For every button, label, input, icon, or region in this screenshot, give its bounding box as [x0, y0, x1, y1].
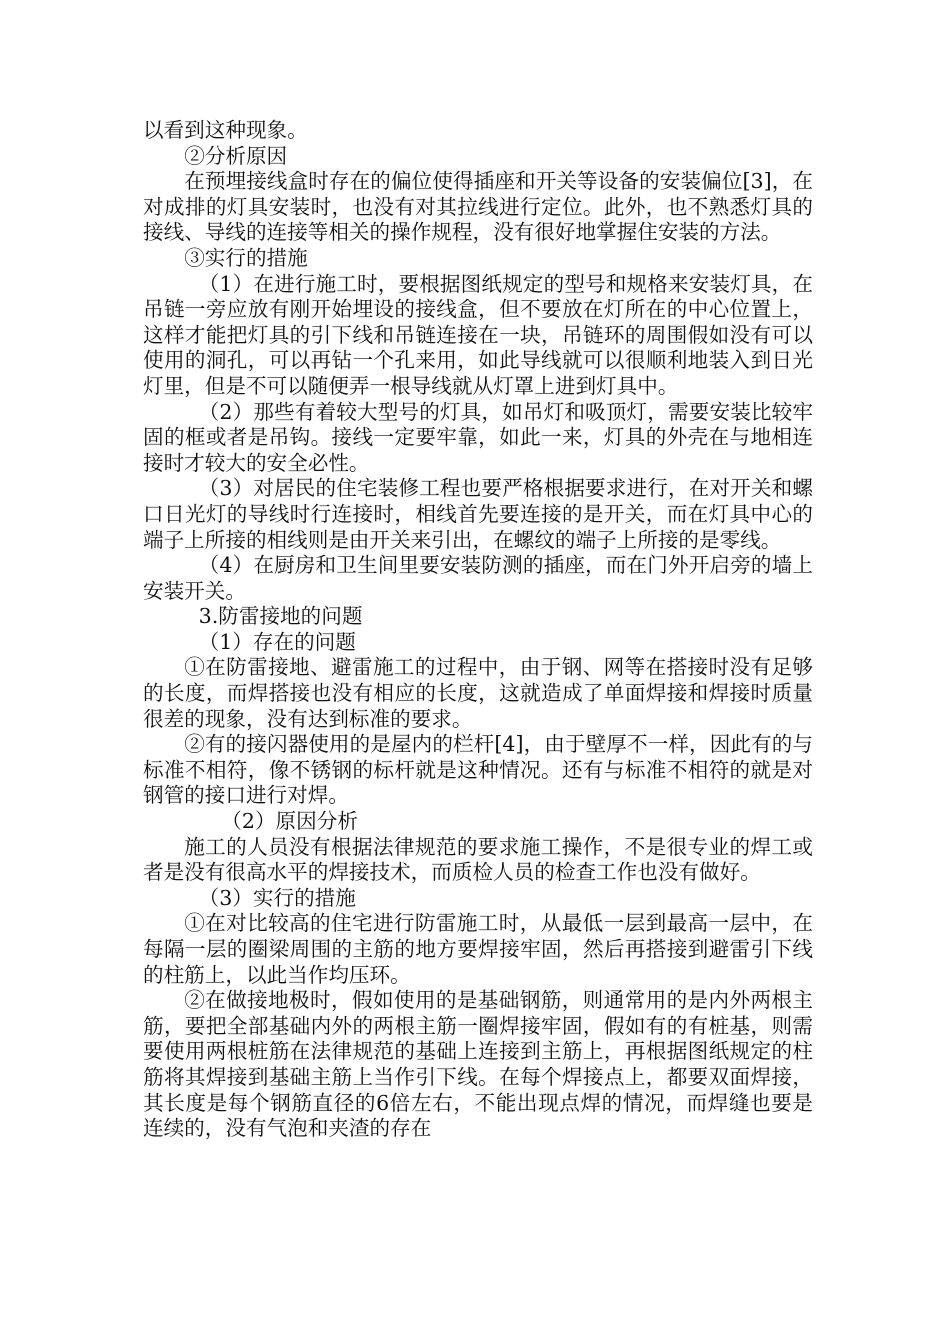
subsection-heading: （3）实行的措施 [198, 885, 356, 910]
paragraph: 在预埋接线盒时存在的偏位使得插座和开关等设备的安装偏位[3]，在对成排的灯具安装时，也没有对其拉线进行定位。此外，也不熟悉灯具的接线、导线的连接等相关的操作规程，没有很好地掌握住安装的方法。 [143, 169, 813, 245]
paragraph: （3）对居民的住宅装修工程也要严格根据要求进行，在对开关和螺口日光灯的导线时行连接时，相线首先要连接的是开关，而在灯具中心的端子上所接的相线则是由开关来引出，在螺纹的端子上所接的是零线。 [143, 476, 813, 552]
paragraph: ①在防雷接地、避雷施工的过程中，由于钢、网等在搭接时没有足够的长度，而焊搭接也没有相应的长度，这就造成了单面焊接和焊接时质量很差的现象，没有达到标准的要求。 [143, 655, 813, 731]
paragraph: ①在对比较高的住宅进行防雷施工时，从最低一层到最高一层中，在每隔一层的圈梁周围的主筋的地方要焊接牢固，然后再搭接到避雷引下线的柱筋上，以此当作均压环。 [143, 911, 813, 987]
paragraph: ②有的接闪器使用的是屋内的栏杆[4]，由于壁厚不一样，因此有的与标准不相符，像不锈钢的标杆就是这种情况。还有与标准不相符的就是对钢管的接口进行对焊。 [143, 732, 813, 808]
paragraph: （2）那些有着较大型号的灯具，如吊灯和吸顶灯，需要安装比较牢固的框或者是吊钩。接线一定要牢靠，如此一来，灯具的外壳在与地相连接时才较大的安全必性。 [143, 399, 813, 475]
paragraph: 施工的人员没有根据法律规范的要求施工操作，不是很专业的焊工或者是没有很高水平的焊接技术，而质检人员的检查工作也没有做好。 [143, 834, 813, 885]
paragraph: （1）在进行施工时，要根据图纸规定的型号和规格来安装灯具，在吊链一旁应放有刚开始埋设的接线盒，但不要放在灯所在的中心位置上，这样才能把灯具的引下线和吊链连接在一块，吊链环的周围假如没有可以使用的洞孔，可以再钻一个孔来用，如此导线就可以很顺利地装入到日光灯里，但是不可以随便弄一根导线就从灯罩上进到灯具中。 [143, 271, 813, 398]
paragraph: ②分析原因 [184, 143, 288, 168]
subsection-heading: （1）存在的问题 [198, 629, 356, 654]
paragraph: 以看到这种现象。 [143, 118, 308, 142]
paragraph: ③实行的措施 [184, 245, 308, 270]
section-heading: 3.防雷接地的问题 [198, 604, 363, 629]
paragraph: ②在做接地极时，假如使用的是基础钢筋，则通常用的是内外两根主筋，要把全部基础内外的两根主筋一圈焊接牢固，假如有的有桩基，则需要使用两根桩筋在法律规范的基础上连接到主筋上，再根据图纸规定的柱筋将其焊接到基础主筋上当作引下线。在每个焊接点上，都要双面焊接，其长度是每个钢筋直径的6倍左右，不能出现点焊的情况，而焊缝也要是连续的，没有气泡和夹渣的存在 [143, 988, 813, 1141]
paragraph: （4）在厨房和卫生间里要安装防测的插座，而在门外开启旁的墙上安装开关。 [143, 553, 813, 603]
subsection-heading: （2）原因分析 [221, 809, 358, 834]
document-body [143, 118, 813, 1142]
